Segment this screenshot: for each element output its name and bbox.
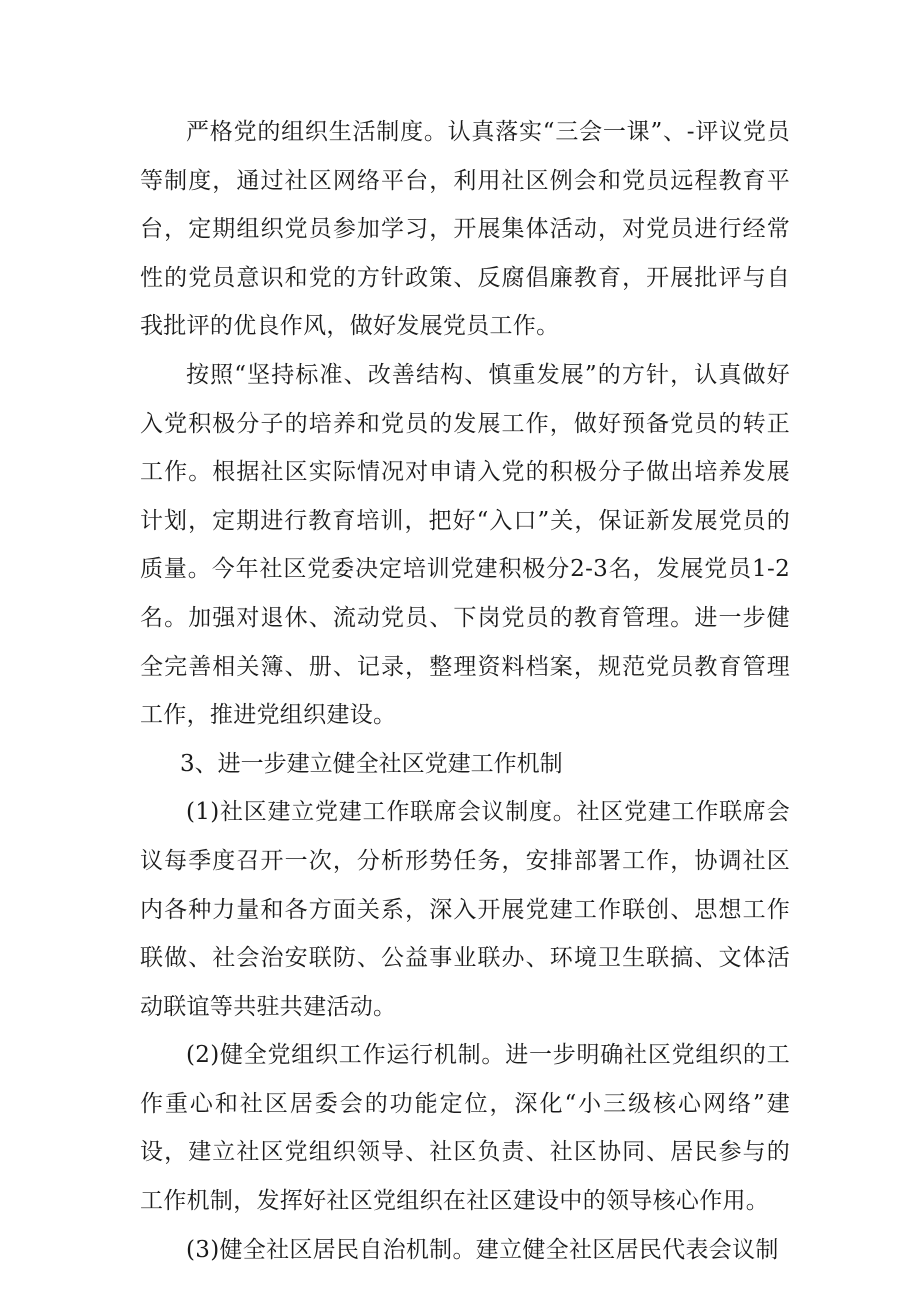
- paragraph-member-development: 按照“坚持标准、改善结构、慎重发展”的方针，认真做好入党积极分子的培养和党员的发展工作，做好预备党员的转正工作。根据社区实际情况对申请入党的积极分子做出培养发展计划，定期进行教育培训，把好“入口”关，保证新发展党员的质量。今年社区党委决定培训党建积极分2-3名，发展党员1-2名。加强对退休、流动党员、下岗党员的教育管理。进一步健全完善相关簿、册、记录，整理资料档案，规范党员教育管理工作，推进党组织建设。: [140, 361, 790, 729]
- section-heading: 3、进一步建立健全社区党建工作机制: [180, 750, 563, 777]
- document-body: [140, 108, 790, 1274]
- paragraph-item-1: (1)社区建立党建工作联席会议制度。社区党建工作联席会议每季度召开一次，分析形势任务，安排部署工作，协调社区内各种力量和各方面关系，深入开展党建工作联创、思想工作联做、社会治安联防、公益事业联办、环境卫生联搞、文体活动联谊等共驻共建活动。: [140, 799, 790, 1020]
- paragraph-item-3: (3)健全社区居民自治机制。建立健全社区居民代表会议制: [186, 1236, 779, 1263]
- paragraph-organization-life: 严格党的组织生活制度。认真落实“三会一课”、-评议党员等制度，通过社区网络平台，利用社区例会和党员远程教育平台，定期组织党员参加学习，开展集体活动，对党员进行经常性的党员意识和党的方针政策、反腐倡廉教育，开展批评与自我批评的优良作风，做好发展党员工作。: [140, 119, 790, 340]
- paragraph-item-2: (2)健全党组织工作运行机制。进一步明确社区党组织的工作重心和社区居委会的功能定位，深化“小三级核心网络”建设，建立社区党组织领导、社区负责、社区协同、居民参与的工作机制，发挥好社区党组织在社区建设中的领导核心作用。: [140, 1042, 790, 1215]
